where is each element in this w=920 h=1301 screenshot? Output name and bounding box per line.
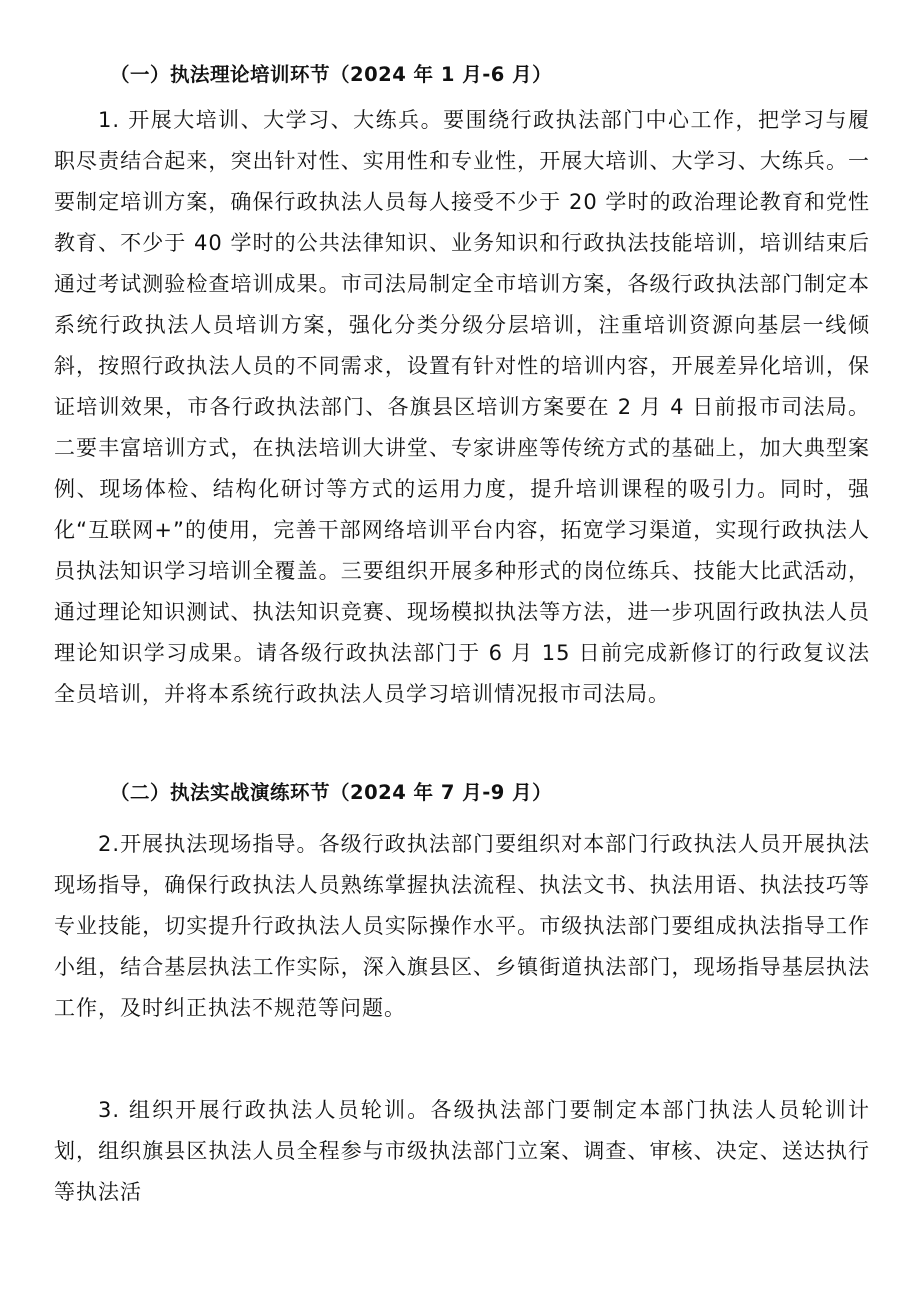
section-heading-practical-drill: （二）执法实战演练环节（2024 年 7 月-9 月） xyxy=(110,781,553,804)
section-heading-theory-training: （一）执法理论培训环节（2024 年 1 月-6 月） xyxy=(110,63,553,86)
paragraph-rotation-training: 3. 组织开展行政执法人员轮训。各级执法部门要制定本部门执法人员轮训计划，组织旗县区执法人员全程参与市级执法部门立案、调查、审核、决定、送达执行等执法活 xyxy=(54,1098,870,1204)
paragraph-field-guidance: 2.开展执法现场指导。各级行政执法部门要组织对本部门行政执法人员开展执法现场指导，确保行政执法人员熟练掌握执法流程、执法文书、执法用语、执法技巧等专业技能，切实提升行政执法人员实际操作水平。市级执法部门要组成执法指导工作小组，结合基层执法工作实际，深入旗县区、乡镇街道执法部门，现场指导基层执法工作，及时纠正执法不规范等问题。 xyxy=(54,832,870,1020)
paragraph-training-program: 1. 开展大培训、大学习、大练兵。要围绕行政执法部门中心工作，把学习与履职尽责结合起来，突出针对性、实用性和专业性，开展大培训、大学习、大练兵。一要制定培训方案，确保行政执法人员每人接受不少于 20 学时的政治理论教育和党性教育、不少于 40 学时的公共法律知识、业务知识和行政执法技能培训，培训结束后通过考试测验检查培训成果。市司法局制定全市培训方案，各级行政执法部门制定本系统行政执法人员培训方案，强化分类分级分层培训，注重培训资源向基层一线倾斜，按照行政执法人员的不同需求，设置有针对性的培训内容，开展差异化培训，保证培训效果，市各行政执法部门、各旗县区培训方案要在 2 月 4 日前报市司法局。二要丰富培训方式，在执法培训大讲堂、专家讲座等传统方式的基础上，加大典型案例、现场体检、结构化研讨等方式的运用力度，提升培训课程的吸引力。同时，强化“互联网+”的使用，完善干部网络培训平台内容，拓宽学习渠道，实现行政执法人员执法知识学习培训全覆盖。三要组织开展多种形式的岗位练兵、技能大比武活动，通过理论知识测试、执法知识竞赛、现场模拟执法等方法，进一步巩固行政执法人员理论知识学习成果。请各级行政执法部门于 6 月 15 日前完成新修订的行政复议法全员培训，并将本系统行政执法人员学习培训情况报市司法局。 xyxy=(54,108,870,706)
